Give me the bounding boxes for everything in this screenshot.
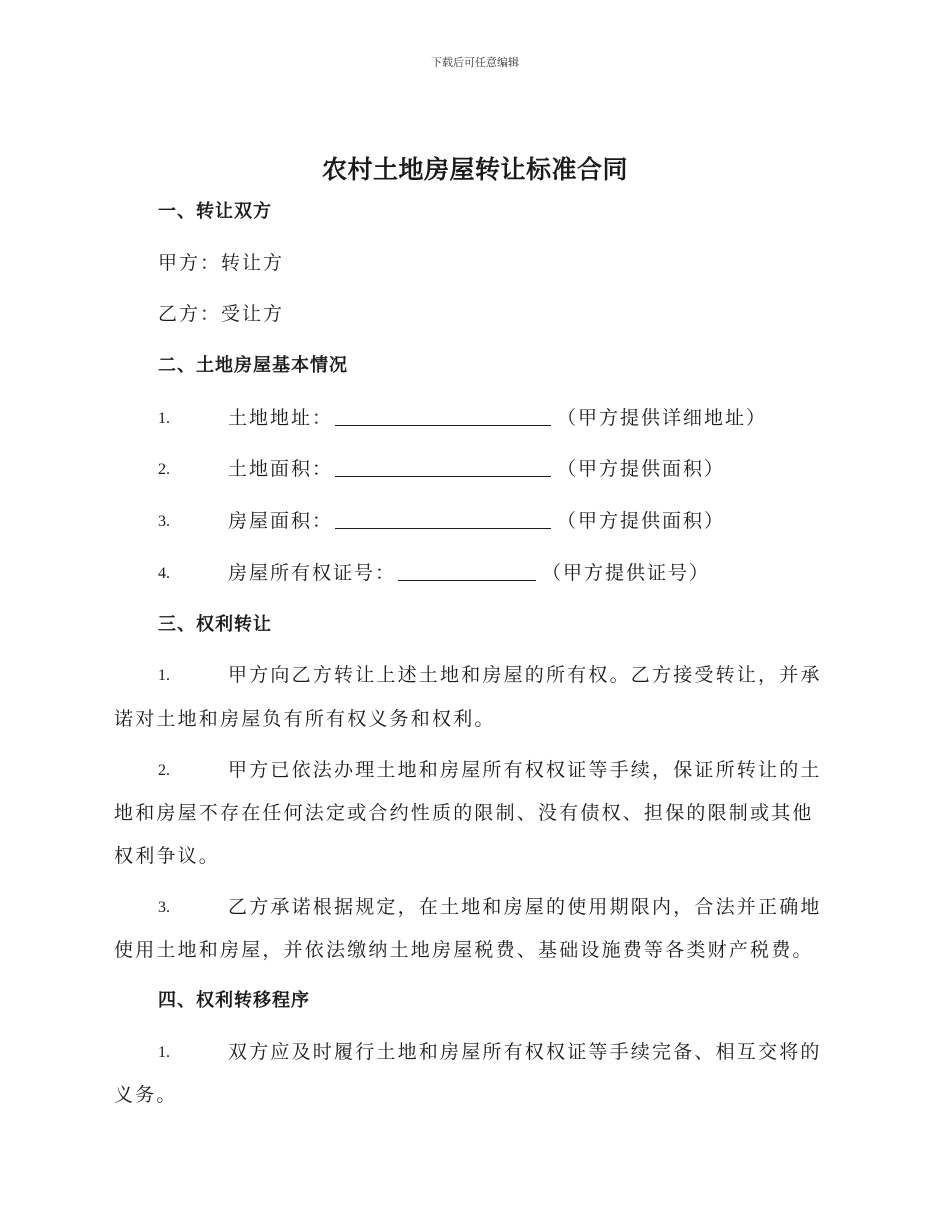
field-note: （甲方提供面积） bbox=[557, 510, 726, 532]
property-info-item bbox=[228, 508, 725, 534]
section-heading-property-info: 二、土地房屋基本情况 bbox=[158, 355, 348, 376]
field-note: （甲方提供面积） bbox=[557, 458, 726, 480]
fill-in-blank bbox=[335, 510, 551, 529]
field-note: （甲方提供详细地址） bbox=[557, 407, 768, 429]
list-number: 1. bbox=[158, 410, 170, 427]
property-info-item bbox=[228, 405, 767, 431]
list-number: 1. bbox=[158, 667, 170, 684]
field-label: 房屋所有权证号： bbox=[228, 562, 397, 584]
paragraph-line: 双方应及时履行土地和房屋所有权权证等手续完备、相互交将的 bbox=[228, 1041, 822, 1063]
fill-in-blank bbox=[335, 407, 551, 426]
paragraph-line: 地和房屋不存在任何法定或合约性质的限制、没有债权、担保的限制或其他 bbox=[114, 802, 814, 824]
field-note: （甲方提供证号） bbox=[542, 562, 711, 584]
fill-in-blank bbox=[398, 562, 536, 581]
list-number: 3. bbox=[158, 899, 170, 916]
list-number: 1. bbox=[158, 1044, 170, 1061]
list-number: 2. bbox=[158, 762, 170, 779]
paragraph-line: 诺对土地和房屋负有所有权义务和权利。 bbox=[114, 708, 496, 730]
paragraph-line: 义务。 bbox=[114, 1084, 178, 1106]
paragraph-line: 甲方已依法办理土地和房屋所有权权证等手续，保证所转让的土 bbox=[228, 759, 822, 781]
section-heading-parties: 一、转让双方 bbox=[158, 201, 272, 222]
paragraph-line: 权利争议。 bbox=[114, 845, 221, 867]
section-heading-transfer-procedure: 四、权利转移程序 bbox=[158, 990, 310, 1011]
field-label: 土地地址： bbox=[228, 407, 334, 429]
property-info-item bbox=[228, 456, 725, 482]
list-number: 2. bbox=[158, 461, 170, 478]
party-a-line: 甲方：转让方 bbox=[158, 252, 285, 274]
list-number: 3. bbox=[158, 513, 170, 530]
document-title: 农村土地房屋转让标准合同 bbox=[321, 155, 628, 184]
fill-in-blank bbox=[335, 458, 551, 477]
section-heading-rights-transfer: 三、权利转让 bbox=[158, 614, 272, 635]
page-header-note: 下载后可任意编辑 bbox=[431, 56, 519, 69]
list-number: 4. bbox=[158, 565, 170, 582]
party-b-line: 乙方：受让方 bbox=[158, 303, 285, 325]
paragraph-line: 乙方承诺根据规定，在土地和房屋的使用期限内，合法并正确地 bbox=[228, 896, 822, 918]
paragraph-line: 使用土地和房屋，并依法缴纳土地房屋税费、基础设施费等各类财产税费。 bbox=[114, 939, 814, 961]
field-label: 土地面积： bbox=[228, 458, 334, 480]
field-label: 房屋面积： bbox=[228, 510, 334, 532]
property-info-item bbox=[228, 560, 710, 586]
paragraph-line: 甲方向乙方转让上述土地和房屋的所有权。乙方接受转让，并承 bbox=[228, 664, 822, 686]
